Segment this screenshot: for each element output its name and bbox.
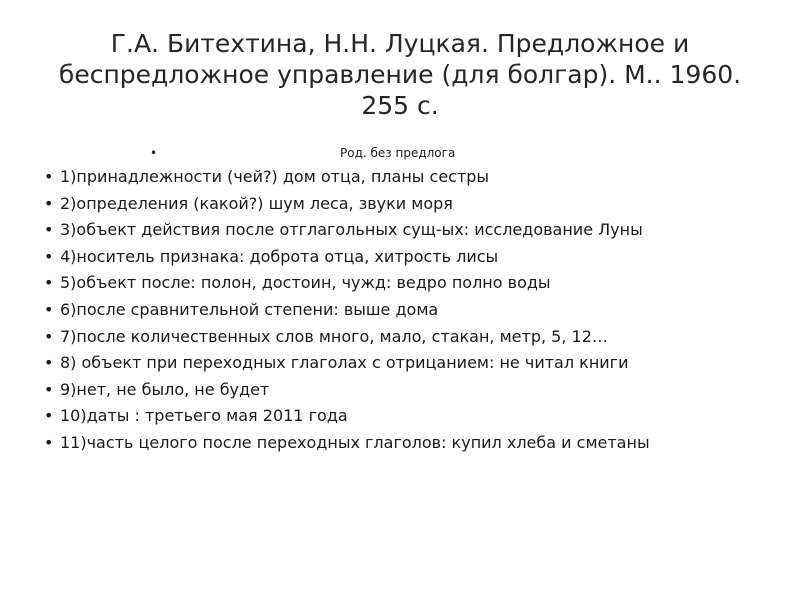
title-line-3: 255 с. bbox=[361, 91, 439, 120]
title-line-1: Г.А. Битехтина, Н.Н. Луцкая. Предложное и bbox=[110, 29, 690, 58]
list-item-text: 9)нет, не было, не будет bbox=[60, 379, 270, 399]
bullet-icon: • bbox=[150, 146, 158, 160]
list-item bbox=[44, 326, 764, 348]
list-item-text: 1)принадлежности (чей?) дом отца, планы сестры bbox=[60, 167, 490, 186]
list-item bbox=[44, 246, 764, 268]
bullet-icon: • bbox=[44, 220, 54, 240]
bullet-list bbox=[44, 166, 764, 459]
bullet-icon: • bbox=[44, 299, 54, 319]
slide-title bbox=[40, 28, 760, 121]
list-item-text: 5)объект после: полон, достоин, чужд: ведро полно воды bbox=[60, 273, 551, 293]
list-item-text: 7)после количественных слов много, мало, стакан, метр, 5, 12… bbox=[60, 326, 608, 346]
bullet-icon: • bbox=[44, 193, 54, 213]
list-item-text: 11)часть целого после переходных глаголов: купил хлеба и сметаны bbox=[60, 432, 650, 452]
list-item bbox=[44, 432, 764, 454]
bullet-icon: • bbox=[44, 406, 54, 426]
bullet-icon: • bbox=[44, 432, 54, 452]
bullet-icon: • bbox=[44, 167, 54, 186]
bullet-icon: • bbox=[44, 273, 54, 293]
bullet-icon: • bbox=[44, 353, 54, 373]
list-item bbox=[44, 272, 764, 294]
list-item bbox=[44, 193, 764, 215]
list-item bbox=[44, 379, 764, 401]
bullet-icon: • bbox=[44, 326, 54, 346]
list-item bbox=[44, 299, 764, 321]
title-line-2: беспредложное управление (для болгар). М.. 1960. bbox=[58, 60, 742, 89]
subheading-row bbox=[150, 145, 650, 163]
list-item bbox=[44, 166, 764, 188]
list-item bbox=[44, 405, 764, 427]
bullet-icon: • bbox=[44, 379, 54, 399]
list-item-text: 2)определения (какой?) шум леса, звуки моря bbox=[60, 193, 453, 213]
subheading: Род. без предлога bbox=[340, 146, 456, 160]
list-item-text: 8) объект при переходных глаголах с отрицанием: не читал книги bbox=[60, 353, 629, 373]
list-item bbox=[44, 219, 764, 241]
list-item-text: 3)объект действия после отглагольных сущ-ых: исследование Луны bbox=[60, 220, 643, 240]
bullet-icon: • bbox=[44, 246, 54, 266]
list-item-text: 4)носитель признака: доброта отца, хитрость лисы bbox=[60, 246, 499, 266]
list-item-text: 10)даты : третьего мая 2011 года bbox=[60, 406, 348, 426]
list-item-text: 6)после сравнительной степени: выше дома bbox=[60, 299, 439, 319]
list-item bbox=[44, 352, 764, 374]
